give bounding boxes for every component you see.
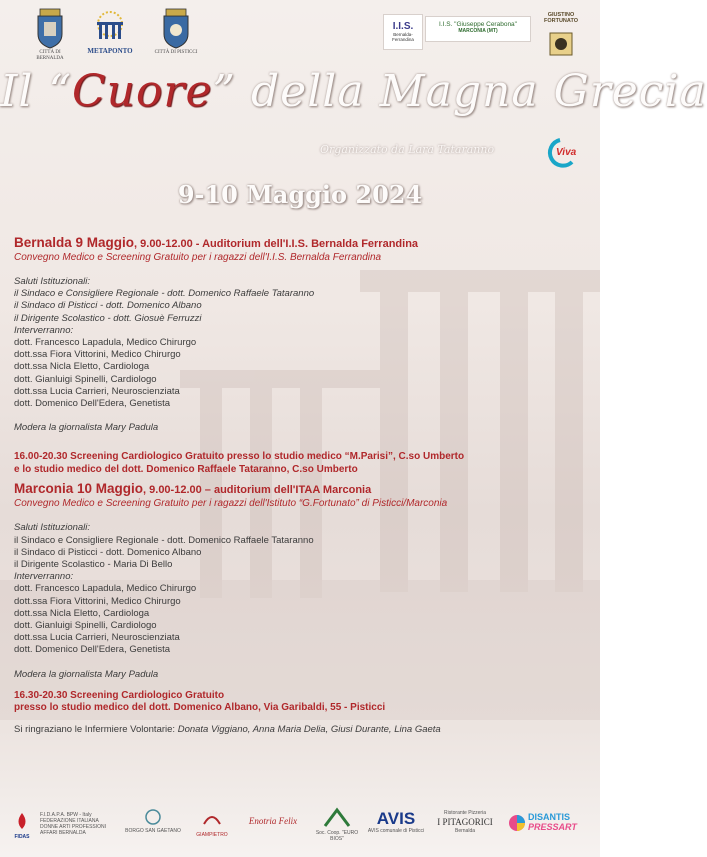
- leaf-icon: [322, 808, 352, 828]
- fortunato-seal-icon: [549, 32, 573, 56]
- day2-saluti-2: il Dirigente Scolastico - Maria Di Bello: [14, 559, 173, 571]
- enotria-logo: [238, 818, 308, 824]
- bernalda-crest-icon: [34, 8, 66, 50]
- sponsors-footer: [0, 802, 600, 857]
- avis-text: AVIS: [376, 809, 416, 828]
- pisticci-crest: [154, 8, 198, 56]
- day2-saluti-0: il Sindaco e Consigliere Regionale - dott. Domenico Raffaele Tataranno: [14, 534, 314, 546]
- metaponto-name: METAPONTO: [87, 47, 133, 55]
- disantis-text: DISANTIS: [528, 812, 571, 822]
- enotria-text: Enotria Felix: [248, 816, 298, 826]
- day2-moderator: Modera la giornalista Mary Padula: [14, 668, 159, 680]
- thanks-label: Si ringraziano le Infermiere Volontarie:: [14, 723, 176, 735]
- iis-logo-text: I.I.S.: [392, 21, 414, 32]
- day2-speaker: dott. Domenico Dell'Edera, Genetista: [14, 644, 171, 656]
- title-post: ” della Magna Grecia: [212, 66, 707, 117]
- day1-speaker: dott.ssa Lucia Carrieri, Neuroscienziata: [14, 385, 180, 397]
- giampietro-logo: [190, 810, 234, 838]
- day1-saluti-label: Saluti Istituzionali:: [14, 276, 91, 287]
- fidapa-logo: [40, 812, 116, 836]
- day2-speaker: dott. Francesco Lapadula, Medico Chirurgo: [14, 583, 197, 595]
- day2-place-date: Marconia 10 Maggio: [14, 481, 144, 497]
- organizer-line: Organizzato da Lara Tataranno: [320, 143, 495, 156]
- borgo-logo: [120, 808, 186, 834]
- avis-sub: AVIS comunale di Pisticci: [367, 828, 425, 834]
- title-highlight: Cuore: [71, 66, 213, 117]
- viva-logo-text: Viva: [556, 147, 577, 158]
- poster-title: [0, 66, 707, 117]
- day2-speaker: dott.ssa Nicla Eletto, Cardiologa: [14, 607, 150, 619]
- day2-speaker: dott. Gianluigi Spinelli, Cardiologo: [14, 620, 157, 632]
- eurobios-logo: [312, 808, 362, 842]
- day1-moderator: Modera la giornalista Mary Padula: [14, 422, 159, 434]
- day2-saluti-1: il Sindaco di Pisticci - dott. Domenico Albano: [14, 546, 202, 558]
- day1-place-date: Bernalda 9 Maggio: [14, 235, 135, 250]
- viva-logo: [542, 136, 586, 170]
- pitagorici-top: Ristorante Pizzeria: [444, 810, 486, 816]
- day1-speaker: dott. Francesco Lapadula, Medico Chirurgo: [14, 337, 197, 349]
- day1-screening-0: 16.00-20.30 Screening Cardiologico Gratuito presso lo studio medico “M.Parisi”, C.so Umberto: [14, 451, 465, 463]
- iis-logo: [383, 14, 423, 50]
- day2-interverranno-label: Interverranno:: [14, 571, 74, 583]
- day1-interverranno-label: Interverranno:: [14, 324, 74, 336]
- day1-speaker: dott.ssa Fiora Vittorini, Medico Chirurgo: [14, 349, 181, 361]
- borgo-text: BORGO SAN GAETANO: [125, 828, 181, 834]
- cerabona-line1: I.I.S. "Giuseppe Cerabona": [439, 21, 517, 28]
- day1-speaker: dott. Gianluigi Spinelli, Cardiologo: [14, 373, 157, 385]
- pisticci-crest-icon: [161, 8, 191, 50]
- day2-speaker: dott.ssa Lucia Carrieri, Neuroscienziata: [14, 632, 180, 644]
- pressart-text: PRESSART: [528, 822, 577, 832]
- day2-subtitle: Convegno Medico e Screening Gratuito per i ragazzi dell'Istituto “G.Fortunato” di Pisticci/Marconia: [14, 498, 448, 510]
- fidas-text: FIDAS: [14, 834, 30, 840]
- cerabona-logo: [425, 16, 531, 42]
- day1-subtitle: Convegno Medico e Screening Gratuito per i ragazzi dell'I.I.S. Bernalda Ferrandina: [14, 252, 382, 263]
- thanks-names: Donata Viggiano, Anna Maria Delia, Giusi Durante, Lina Gaeta: [177, 723, 441, 735]
- pitagorici-logo: [430, 810, 500, 834]
- bernalda-crest-caption: CITTÀ DI BERNALDA: [36, 50, 64, 61]
- heart-drop-icon: [11, 810, 33, 832]
- iis-logo-sub: Bernalda-Ferrandina: [392, 32, 414, 42]
- day2-screening-1: presso lo studio medico del dott. Domenico Albano, Via Garibaldi, 55 - Pisticci: [14, 702, 386, 714]
- program-content: [14, 235, 592, 736]
- day1-speaker: dott.ssa Nicla Eletto, Cardiologa: [14, 361, 150, 373]
- fortunato-logo: [536, 12, 586, 68]
- day1-heading: [14, 235, 592, 252]
- eurobios-text: Soc. Coop. "EURO BIOS": [315, 830, 359, 842]
- pisticci-crest-caption: CITTÀ DI PISTICCI: [154, 50, 198, 55]
- giampietro-text: GIAMPIETRO: [196, 832, 228, 838]
- day2-time-place: , 9.00-12.00 – auditorium dell'ITAA Marconia: [143, 484, 372, 497]
- pitagorici-sub: Bernalda: [454, 828, 475, 834]
- bernalda-crest: [26, 8, 74, 62]
- flower-icon: [143, 808, 163, 826]
- sun-temple-icon: [87, 6, 133, 48]
- title-pre: Il “: [0, 66, 72, 117]
- day1-time-place: , 9.00-12.00 - Auditorium dell'I.I.S. Bernalda Ferrandina: [134, 238, 419, 250]
- disantis-logo: [508, 812, 594, 832]
- fidas-logo: [8, 810, 36, 840]
- day1-saluti-0: il Sindaco e Consigliere Regionale - dott. Domenico Raffaele Tataranno: [14, 288, 315, 300]
- swirl-icon: [200, 810, 224, 830]
- color-wheel-icon: [508, 814, 526, 832]
- day1-saluti-1: il Sindaco di Pisticci - dott. Domenico Albano: [14, 300, 202, 312]
- thanks-line: [14, 724, 592, 736]
- event-date: 9-10 Maggio 2024: [177, 180, 423, 209]
- fidapa-text: F.I.D.A.P.A. BPW - Italy: [40, 812, 92, 818]
- cerabona-line2: MARCONIA (MT): [458, 28, 498, 34]
- pitagorici-text: I PITAGORICI: [437, 817, 493, 827]
- fidapa-sub: FEDERAZIONE ITALIANA DONNE ARTI PROFESSIONI AFFARI BERNALDA: [40, 818, 107, 836]
- fortunato-text: GIUSTINO FORTUNATO: [543, 12, 578, 24]
- day1-screening-1: e lo studio medico del dott. Domenico Raffaele Tataranno, C.so Umberto: [14, 463, 358, 475]
- day2-screening-0: 16.30-20.30 Screening Cardiologico Gratuito: [14, 689, 225, 701]
- day2-heading: [14, 481, 592, 498]
- day1-saluti-2: il Dirigente Scolastico - dott. Giosuè Ferruzzi: [14, 312, 202, 324]
- day2-saluti-label: Saluti Istituzionali:: [14, 522, 91, 534]
- day1-speaker: dott. Domenico Dell'Edera, Genetista: [14, 398, 171, 410]
- avis-logo: [364, 810, 428, 834]
- metaponto-logo: [82, 6, 138, 56]
- day2-speaker: dott.ssa Fiora Vittorini, Medico Chirurgo: [14, 595, 181, 607]
